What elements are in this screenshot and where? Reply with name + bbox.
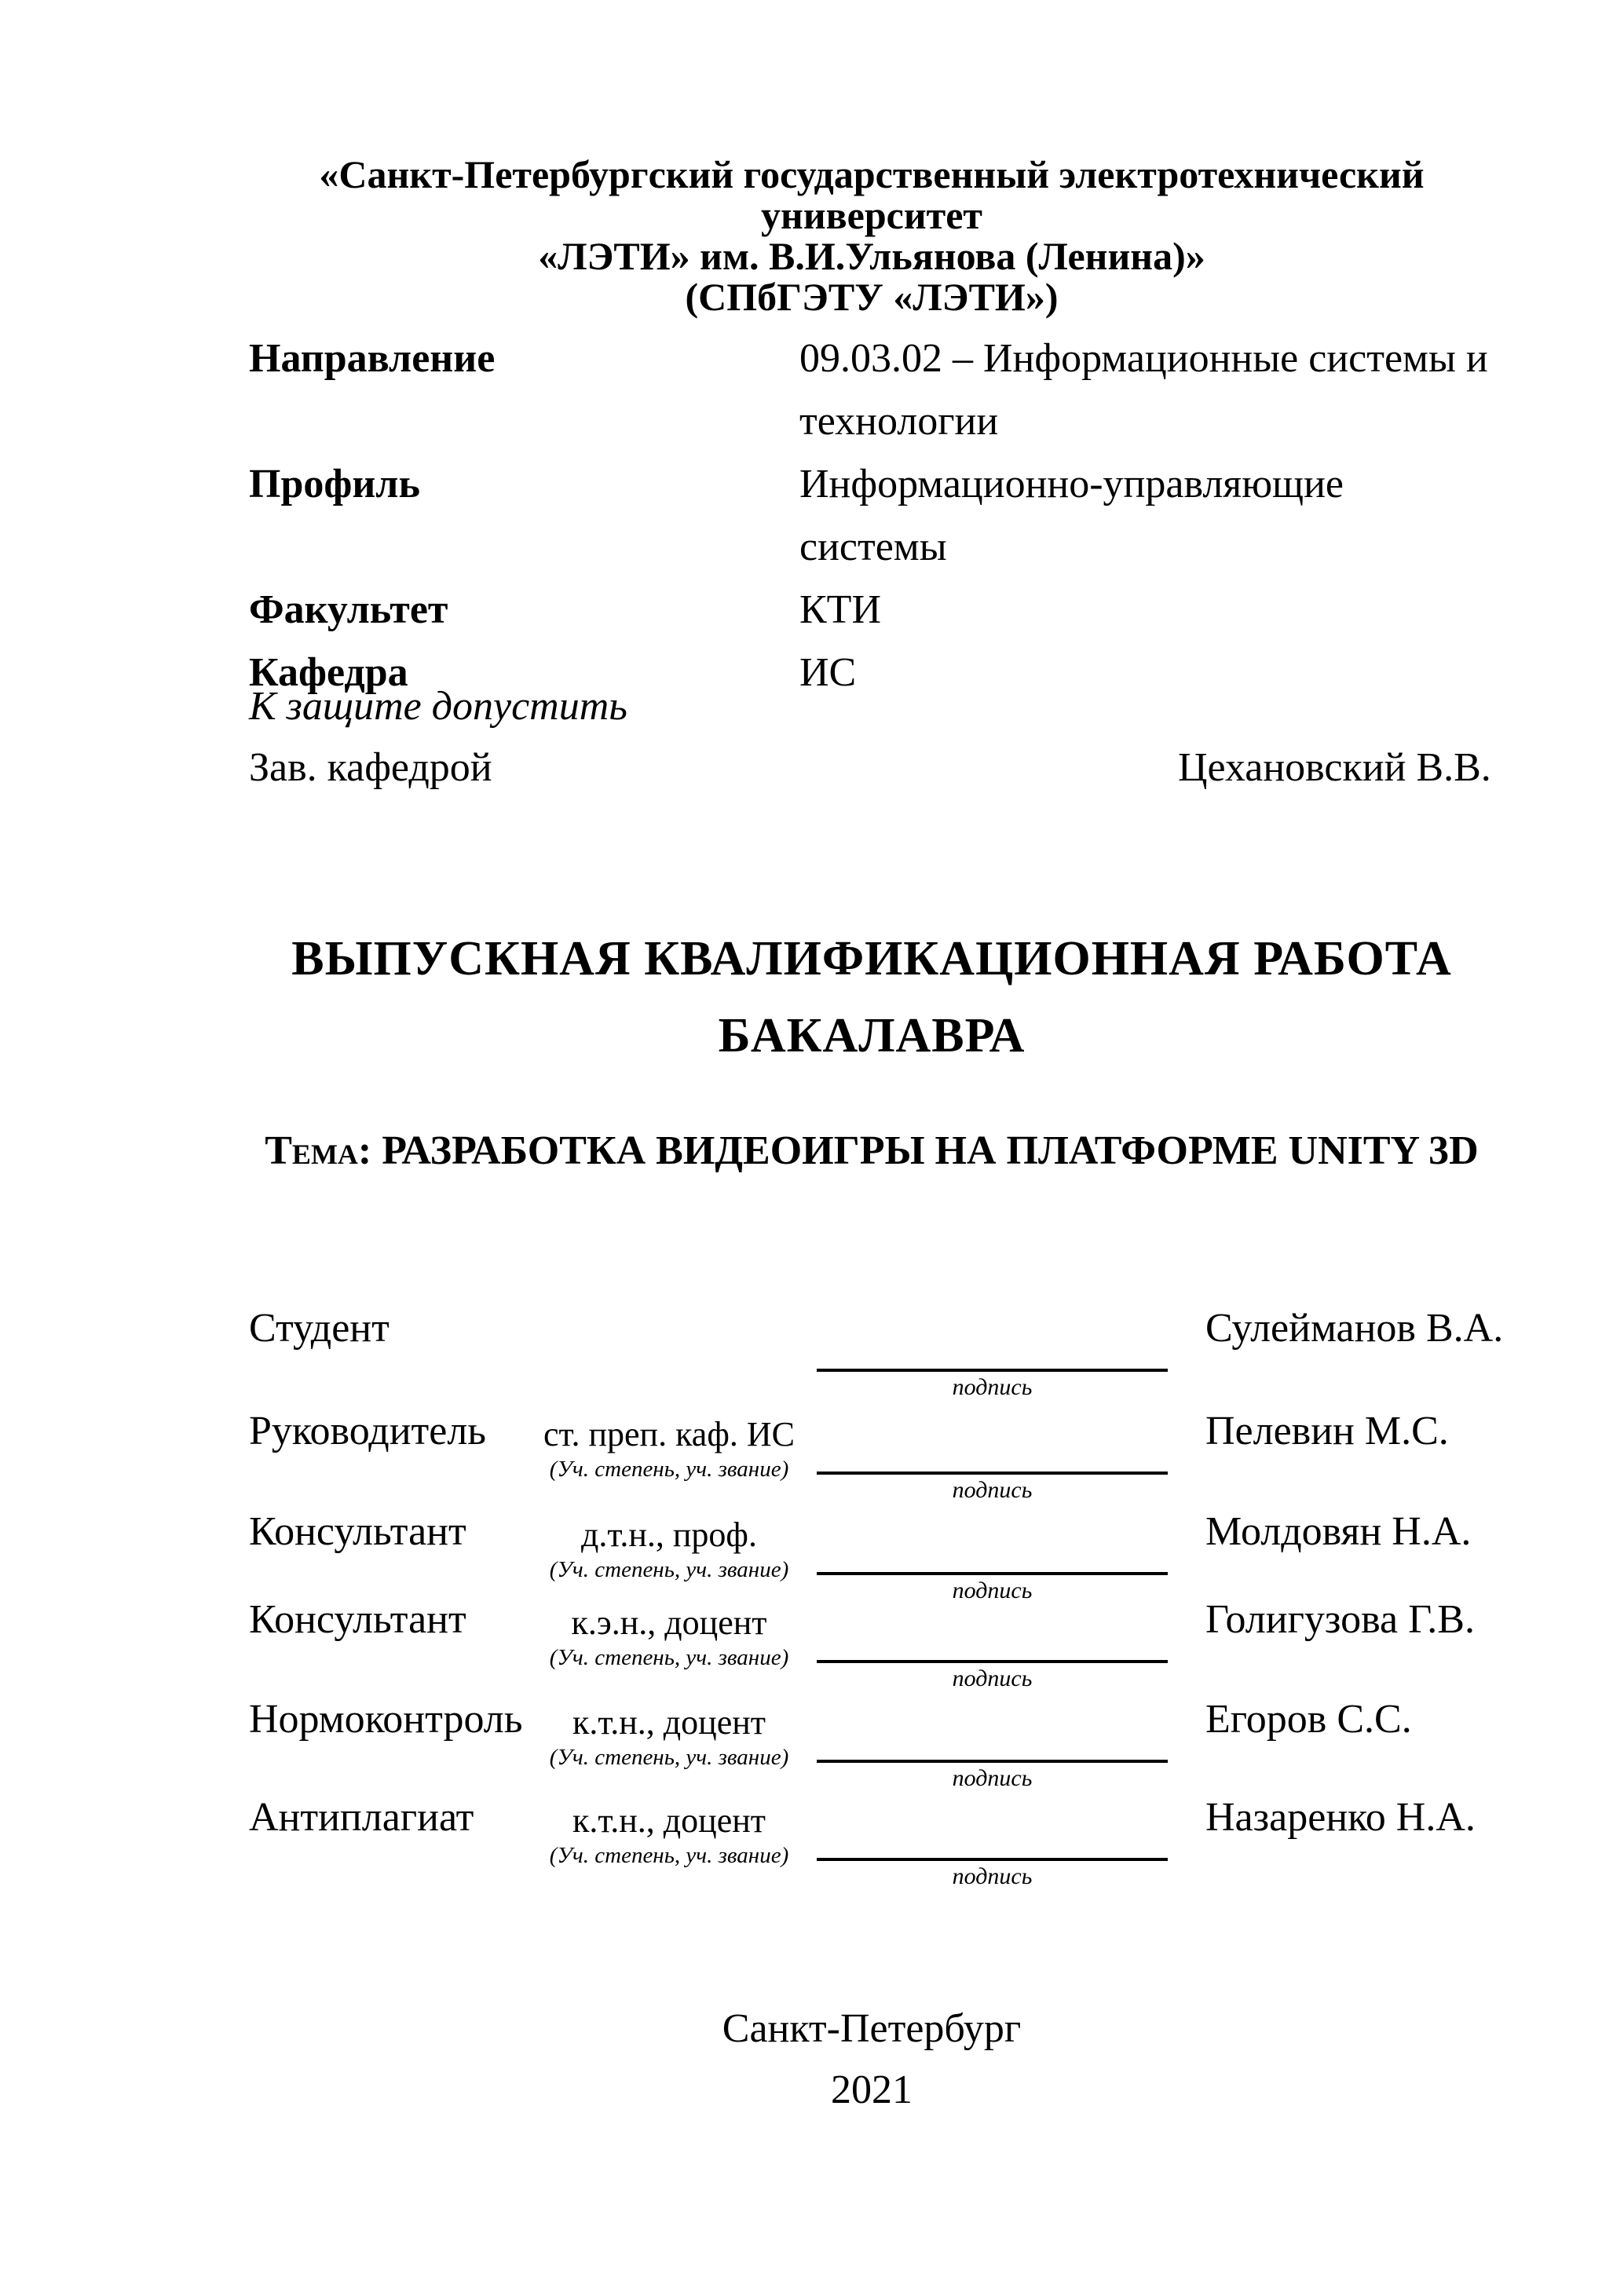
signature-row-consultant-1 <box>249 1509 1494 1607</box>
signature-line <box>817 1699 1168 1763</box>
direction-value-cont: технологии <box>799 399 999 444</box>
thesis-title-line-2: БАКАЛАВРА <box>718 1009 1026 1062</box>
signature-hint: подпись <box>952 1765 1033 1791</box>
role-label: Консультант <box>249 1597 466 1642</box>
person-name: Голигузова Г.В. <box>1205 1597 1475 1642</box>
meta-row-direction-cont <box>249 390 1494 453</box>
signature-row-norm-control <box>249 1699 1494 1795</box>
role-label: Студент <box>249 1306 390 1351</box>
signature-line <box>817 1411 1168 1475</box>
qualification-hint: (Уч. степень, уч. звание) <box>549 1557 789 1582</box>
person-name: Пелевин М.С. <box>1205 1409 1449 1453</box>
admission-statement: К защите допустить <box>249 684 627 729</box>
qualification: к.э.н., доцент <box>571 1603 767 1642</box>
qualification-hint: (Уч. степень, уч. звание) <box>549 1745 789 1770</box>
department-value: ИС <box>799 650 857 695</box>
direction-value: 09.03.02 – Информационные системы и <box>799 336 1488 381</box>
person-name: Сулейманов В.А. <box>1205 1306 1504 1351</box>
profile-label: Профиль <box>249 462 420 506</box>
direction-label: Направление <box>249 336 496 381</box>
topic-prefix: Тема: <box>265 1128 372 1173</box>
meta-row-direction <box>249 327 1494 390</box>
thesis-topic <box>249 1128 1494 1173</box>
university-header <box>249 154 1494 317</box>
qualification-hint: (Уч. степень, уч. звание) <box>549 1843 789 1868</box>
qualification: к.т.н., доцент <box>572 1703 766 1742</box>
signature-hint: подпись <box>952 1665 1033 1691</box>
role-label: Нормоконтроль <box>249 1697 523 1742</box>
signature-row-antiplagiarism <box>249 1797 1494 1893</box>
signature-line <box>817 1600 1168 1663</box>
role-label: Руководитель <box>249 1409 486 1453</box>
signature-line <box>817 1512 1168 1575</box>
department-label: Кафедра <box>249 650 408 695</box>
university-abbreviation: (СПбГЭТУ «ЛЭТИ») <box>685 275 1059 319</box>
signature-hint: подпись <box>952 1578 1033 1603</box>
signature-hint: подпись <box>952 1477 1033 1503</box>
footer-year: 2021 <box>831 2067 913 2112</box>
person-name: Молдовян Н.А. <box>1205 1509 1472 1554</box>
qualification-hint: (Уч. степень, уч. звание) <box>549 1457 789 1482</box>
profile-value: Информационно-управляющие системы <box>799 462 1344 569</box>
faculty-value: КТИ <box>799 587 881 632</box>
signature-row-student <box>249 1306 1504 1404</box>
signature-line <box>817 1797 1168 1861</box>
footer-city: Санкт-Петербург <box>722 2006 1022 2051</box>
program-meta <box>249 327 1494 704</box>
topic-text: РАЗРАБОТКА ВИДЕОИГРЫ НА ПЛАТФОРМЕ UNITY 3D <box>382 1128 1479 1173</box>
head-of-department-label: Зав. кафедрой <box>249 745 492 790</box>
admission-block <box>249 676 1494 799</box>
person-name: Назаренко Н.А. <box>1205 1795 1476 1840</box>
role-label: Антиплагиат <box>249 1795 474 1840</box>
qualification: к.т.н., доцент <box>572 1801 766 1840</box>
qualification-hint: (Уч. степень, уч. звание) <box>549 1645 789 1670</box>
thesis-title <box>249 920 1494 1074</box>
signature-row-supervisor <box>249 1411 1494 1507</box>
footer <box>249 1998 1494 2121</box>
role-label: Консультант <box>249 1509 466 1554</box>
thesis-title-line-1: ВЫПУСКНАЯ КВАЛИФИКАЦИОННАЯ РАБОТА <box>291 932 1452 985</box>
university-name-line-2: «ЛЭТИ» им. В.И.Ульянова (Ленина)» <box>538 234 1205 278</box>
signature-hint: подпись <box>952 1863 1033 1889</box>
signature-line <box>817 1308 1168 1372</box>
admission-signer-row <box>249 737 1494 799</box>
qualification: ст. преп. каф. ИС <box>543 1415 795 1453</box>
person-name: Егоров С.С. <box>1205 1697 1412 1742</box>
university-name-line-1: «Санкт-Петербургский государственный электротехнический университет <box>319 152 1425 237</box>
meta-row-faculty <box>249 579 1494 642</box>
direction-label-cont <box>249 390 799 453</box>
head-of-department-name: Цехановский В.В. <box>1178 745 1491 790</box>
signature-row-consultant-2 <box>249 1597 1494 1695</box>
signature-hint: подпись <box>952 1374 1033 1400</box>
faculty-label: Факультет <box>249 587 448 632</box>
qualification: д.т.н., проф. <box>581 1515 757 1554</box>
meta-row-profile <box>249 453 1494 579</box>
